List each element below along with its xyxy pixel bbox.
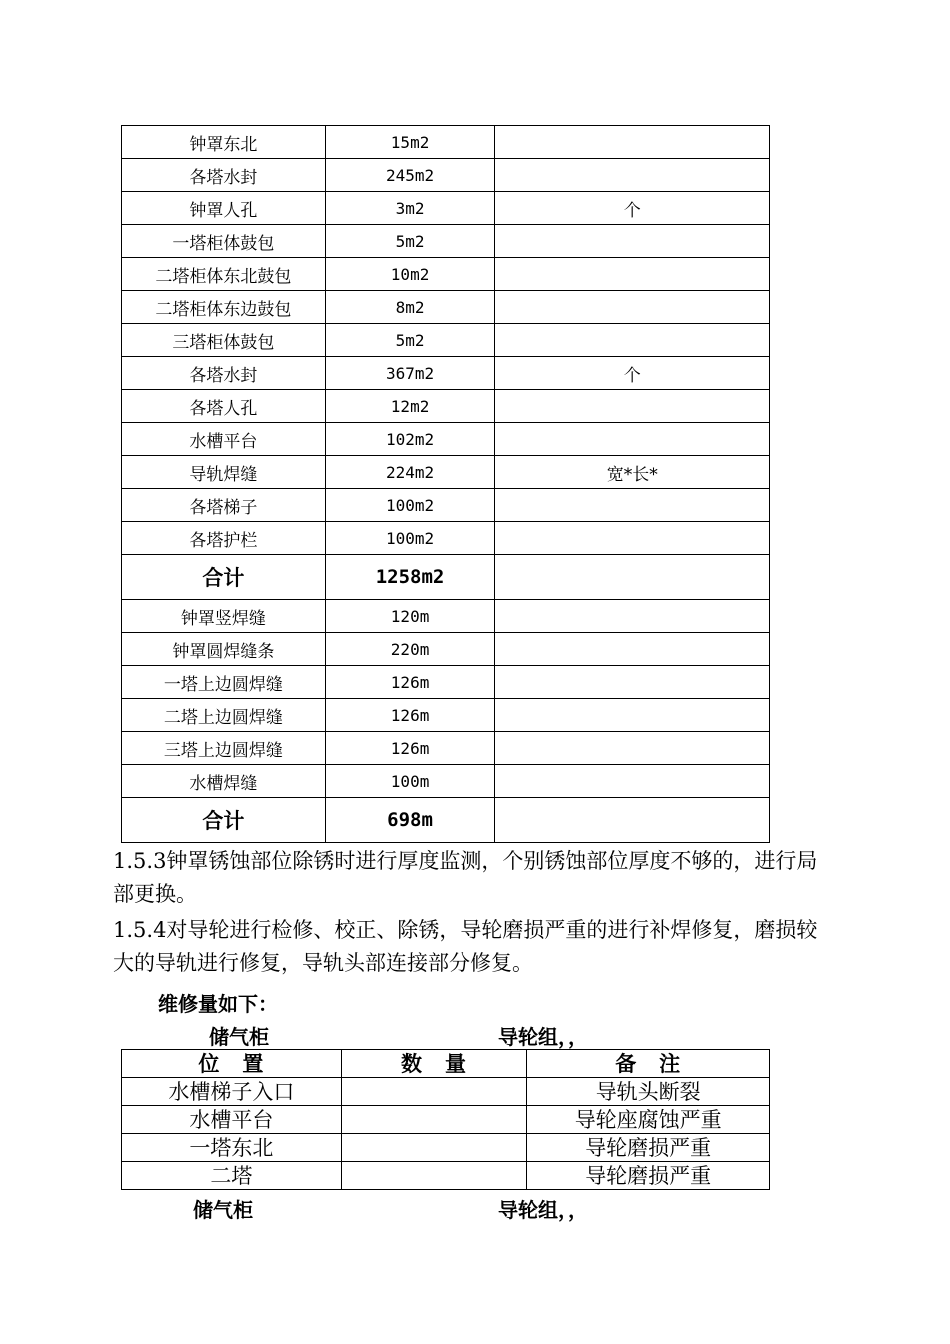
row-quantity [341, 1134, 527, 1162]
table-header-row [122, 1050, 770, 1078]
item-name: 各塔人孔 [122, 390, 326, 423]
item-note [495, 258, 770, 291]
item-name: 各塔梯子 [122, 489, 326, 522]
item-quantity: 3m2 [325, 192, 495, 225]
table-row [122, 225, 770, 258]
item-quantity: 100m2 [325, 489, 495, 522]
table-row [122, 159, 770, 192]
header-quantity: 数 量 [341, 1050, 527, 1078]
item-quantity: 8m2 [325, 291, 495, 324]
item-name: 钟罩东北 [122, 126, 326, 159]
item-quantity: 220m [325, 633, 495, 666]
repair-table [121, 1049, 770, 1190]
item-quantity: 100m2 [325, 522, 495, 555]
row-quantity [341, 1078, 527, 1106]
paragraph-1-5-4: 1.5.4对导轮进行检修、校正、除锈，导轮磨损严重的进行补焊修复，磨损较大的导轨进行修复，导轨头部连接部分修复。 [113, 918, 818, 975]
table-row [122, 291, 770, 324]
item-name: 水槽平台 [122, 423, 326, 456]
repair-quantity-label: 维修量如下： [158, 992, 278, 1016]
item-name: 各塔水封 [122, 159, 326, 192]
total-quantity: 1258m2 [325, 555, 495, 600]
item-name: 水槽焊缝 [122, 765, 326, 798]
item-note [495, 765, 770, 798]
item-quantity: 5m2 [325, 225, 495, 258]
item-note [495, 522, 770, 555]
item-note [495, 555, 770, 600]
table-row [122, 600, 770, 633]
row-note: 导轮磨损严重 [527, 1162, 770, 1190]
table-row [122, 489, 770, 522]
total-quantity: 698m [325, 798, 495, 843]
item-note [495, 225, 770, 258]
table-row [122, 126, 770, 159]
table-row [122, 1078, 770, 1106]
table-row [122, 456, 770, 489]
item-name: 三塔上边圆焊缝 [122, 732, 326, 765]
item-name: 一塔上边圆焊缝 [122, 666, 326, 699]
item-quantity: 120m [325, 600, 495, 633]
table-row [122, 258, 770, 291]
item-name: 钟罩圆焊缝条 [122, 633, 326, 666]
item-name: 二塔上边圆焊缝 [122, 699, 326, 732]
total-row [122, 555, 770, 600]
row-note: 导轮磨损严重 [527, 1134, 770, 1162]
item-quantity: 10m2 [325, 258, 495, 291]
item-name: 各塔水封 [122, 357, 326, 390]
row-quantity [341, 1162, 527, 1190]
item-note [495, 798, 770, 843]
item-name: 钟罩竖焊缝 [122, 600, 326, 633]
total-label: 合计 [122, 798, 326, 843]
table-row [122, 1106, 770, 1134]
item-note: 宽*长* [495, 456, 770, 489]
item-note [495, 489, 770, 522]
caption-guide-wheel-group: 导轮组，， [498, 1198, 588, 1222]
item-quantity: 102m2 [325, 423, 495, 456]
table-row [122, 1162, 770, 1190]
item-note [495, 699, 770, 732]
row-quantity [341, 1106, 527, 1134]
table-row [122, 666, 770, 699]
item-quantity: 126m [325, 699, 495, 732]
item-quantity: 224m2 [325, 456, 495, 489]
item-quantity: 12m2 [325, 390, 495, 423]
item-note [495, 633, 770, 666]
table-row [122, 357, 770, 390]
table-row [122, 699, 770, 732]
row-note: 导轮座腐蚀严重 [527, 1106, 770, 1134]
item-quantity: 126m [325, 732, 495, 765]
row-position: 一塔东北 [122, 1134, 342, 1162]
item-name: 钟罩人孔 [122, 192, 326, 225]
row-position: 水槽平台 [122, 1106, 342, 1134]
table-row [122, 765, 770, 798]
row-position: 水槽梯子入口 [122, 1078, 342, 1106]
item-name: 各塔护栏 [122, 522, 326, 555]
item-note [495, 324, 770, 357]
item-quantity: 15m2 [325, 126, 495, 159]
total-row [122, 798, 770, 843]
table-row [122, 732, 770, 765]
item-note [495, 126, 770, 159]
paragraph-1-5-3: 1.5.3钟罩锈蚀部位除锈时进行厚度监测，个别锈蚀部位厚度不够的，进行局部更换。 [113, 849, 818, 906]
item-quantity: 245m2 [325, 159, 495, 192]
item-note [495, 159, 770, 192]
row-position: 二塔 [122, 1162, 342, 1190]
area-quantity-table [121, 125, 770, 843]
table-row [122, 390, 770, 423]
table-row [122, 522, 770, 555]
table-row [122, 192, 770, 225]
item-note [495, 291, 770, 324]
row-note: 导轨头断裂 [527, 1078, 770, 1106]
table-row [122, 633, 770, 666]
item-note: 个 [495, 357, 770, 390]
caption-gas-holder: 储气柜 [209, 1025, 269, 1049]
item-quantity: 100m [325, 765, 495, 798]
item-note [495, 600, 770, 633]
header-note: 备 注 [527, 1050, 770, 1078]
item-note [495, 666, 770, 699]
item-quantity: 126m [325, 666, 495, 699]
item-name: 一塔柜体鼓包 [122, 225, 326, 258]
item-quantity: 5m2 [325, 324, 495, 357]
item-name: 二塔柜体东边鼓包 [122, 291, 326, 324]
item-note [495, 732, 770, 765]
item-note [495, 423, 770, 456]
header-position: 位 置 [122, 1050, 342, 1078]
total-label: 合计 [122, 555, 326, 600]
table-row [122, 1134, 770, 1162]
item-name: 三塔柜体鼓包 [122, 324, 326, 357]
item-quantity: 367m2 [325, 357, 495, 390]
table-row [122, 423, 770, 456]
item-name: 二塔柜体东北鼓包 [122, 258, 326, 291]
item-note [495, 390, 770, 423]
item-name: 导轨焊缝 [122, 456, 326, 489]
item-note: 个 [495, 192, 770, 225]
table-row [122, 324, 770, 357]
caption-gas-holder: 储气柜 [193, 1198, 253, 1222]
caption-guide-wheel-group: 导轮组，， [498, 1025, 588, 1049]
